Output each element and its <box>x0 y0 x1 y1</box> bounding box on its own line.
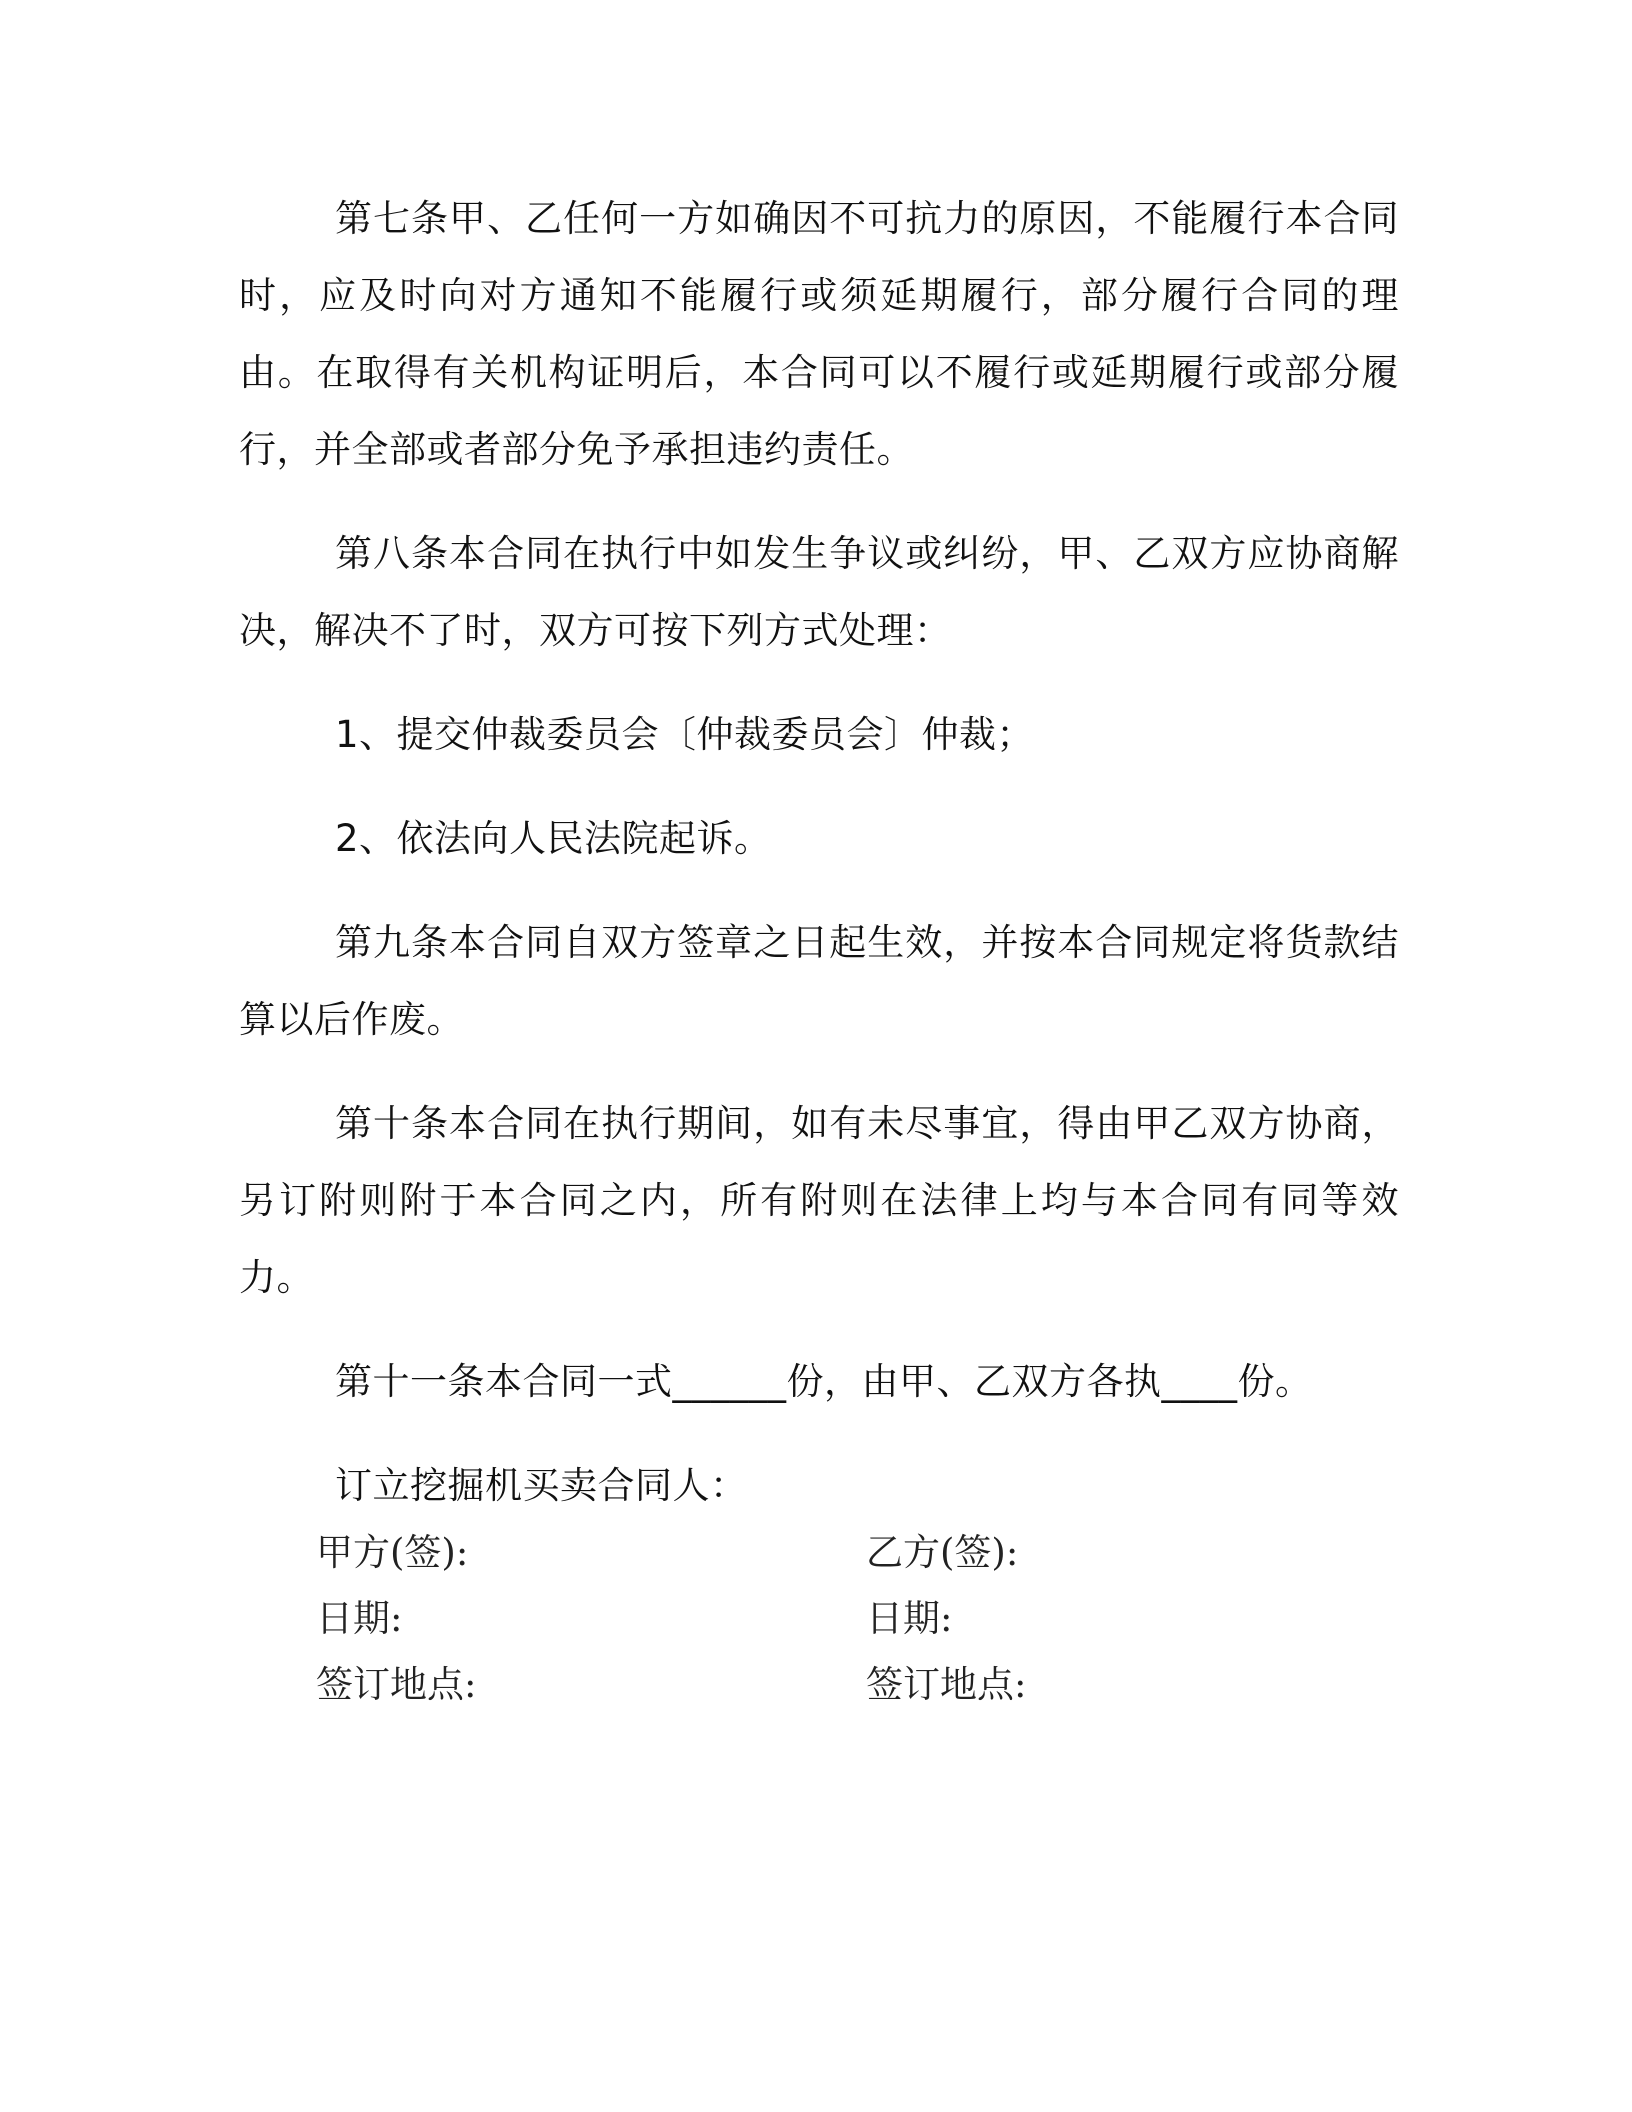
party-b-sign-label: 乙方(签): <box>866 1531 1019 1574</box>
party-b-date-label: 日期: <box>866 1597 953 1640</box>
party-a-place-label: 签订地点: <box>316 1663 477 1706</box>
party-a-sign-label: 甲方(签): <box>316 1531 469 1574</box>
article-8-paragraph: 第八条本合同在执行中如发生争议或纠纷，甲、乙双方应协商解决，解决不了时，双方可按下列方式处理： <box>239 532 1399 652</box>
dispute-option-1: 1、提交仲裁委员会〔仲裁委员会〕仲裁； <box>335 713 1035 756</box>
dispute-option-2: 2、依法向人民法院起诉。 <box>335 817 772 860</box>
party-b-place-label: 签订地点: <box>866 1663 1027 1706</box>
party-a-signature-block <box>316 1520 476 1718</box>
contracting-parties-heading: 订立挖掘机买卖合同人： <box>335 1464 748 1507</box>
article-11-paragraph: 第十一条本合同一式______份，由甲、乙双方各执____份。 <box>335 1360 1313 1403</box>
article-7-paragraph: 第七条甲、乙任何一方如确因不可抗力的原因，不能履行本合同时，应及时向对方通知不能履行或须延期履行，部分履行合同的理由。在取得有关机构证明后，本合同可以不履行或延期履行或部分履行，并全部或者部分免予承担违约责任。 <box>239 197 1399 471</box>
contract-body <box>239 180 1399 1551</box>
article-10-paragraph: 第十条本合同在执行期间，如有未尽事宜，得由甲乙双方协商，另订附则附于本合同之内，所有附则在法律上均与本合同有同等效力。 <box>239 1102 1399 1299</box>
party-b-signature-block <box>866 1520 1026 1718</box>
article-9-paragraph: 第九条本合同自双方签章之日起生效，并按本合同规定将货款结算以后作废。 <box>239 921 1399 1041</box>
party-a-date-label: 日期: <box>316 1597 403 1640</box>
